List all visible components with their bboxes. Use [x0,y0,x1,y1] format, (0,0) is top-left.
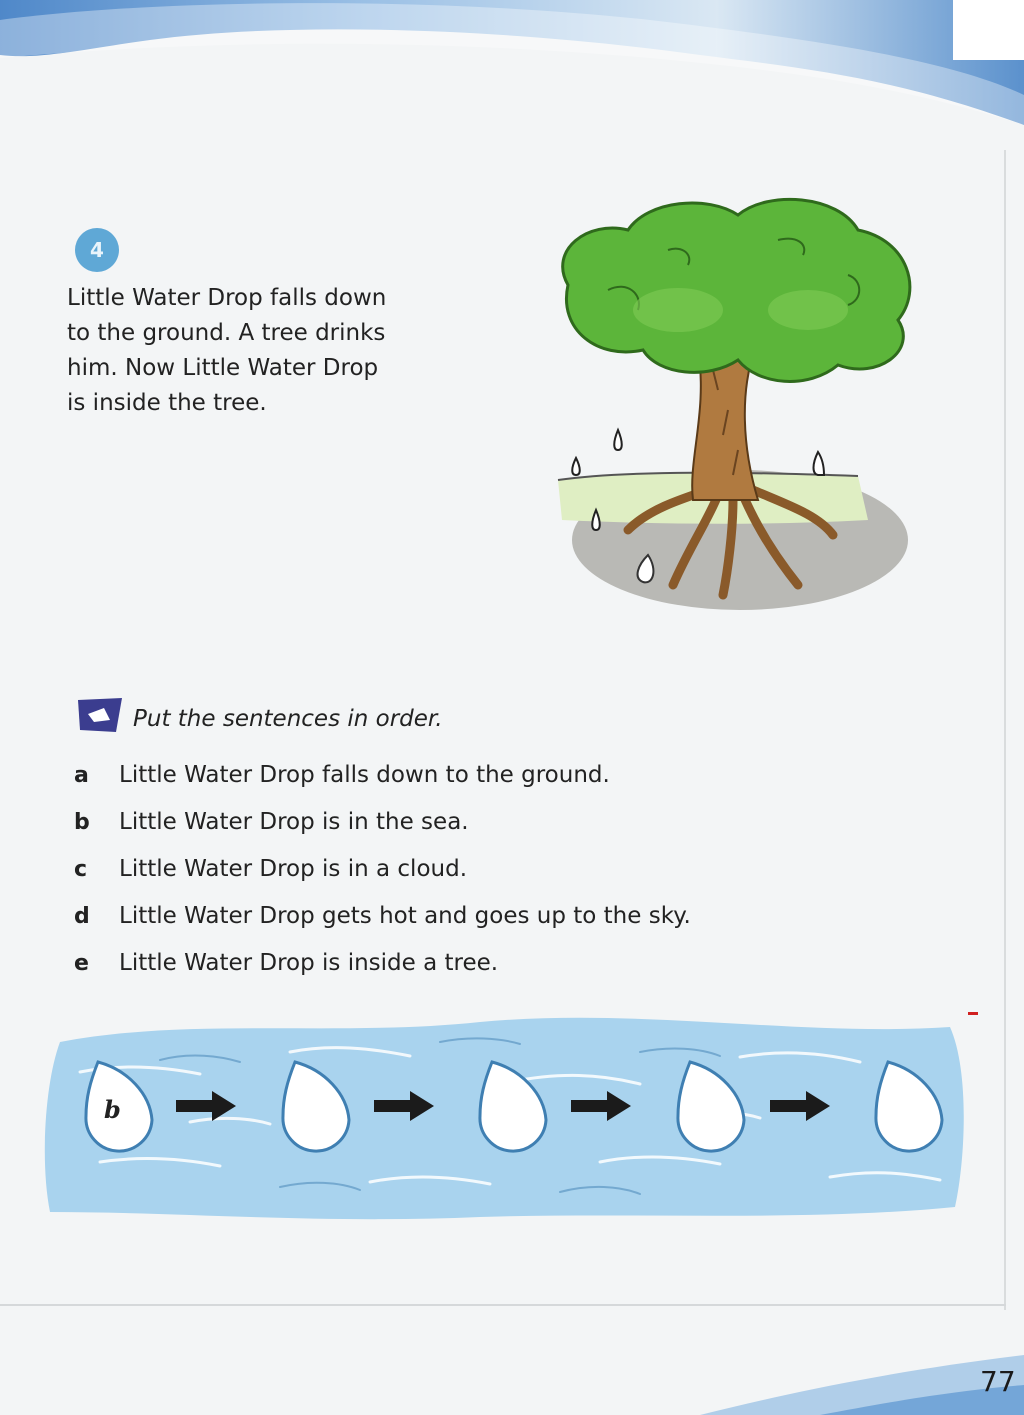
drop-slot[interactable] [874,1058,944,1154]
list-item [74,903,834,950]
story-line: is inside the tree. [67,390,267,416]
sentence-letter: c [74,857,88,882]
drop-answer: b [104,1095,121,1124]
drop-slot[interactable] [478,1058,548,1154]
arrow-right-icon [571,1091,631,1121]
story-line: him. Now Little Water Drop [67,355,379,381]
drop-slot[interactable] [281,1058,351,1154]
sentence-letter: d [74,904,90,929]
story-line: to the ground. A tree drinks [67,320,386,346]
story-number-badge: 4 [75,228,119,272]
sentence-letter: a [74,763,89,788]
story-text [67,281,467,421]
story-line: Little Water Drop falls down [67,285,387,311]
sentence-letter: e [74,951,89,976]
list-item [74,762,834,809]
bottom-wave-decoration [0,1300,1024,1415]
list-item [74,950,834,997]
arrow-right-icon [374,1091,434,1121]
drop-slot[interactable] [676,1058,746,1154]
sentence-text: Little Water Drop is in a cloud. [119,856,467,882]
tree-illustration [548,190,920,615]
sentence-list [74,762,834,997]
arrow-right-icon [176,1091,236,1121]
page-corner [953,0,1024,60]
exercise-instruction: Put the sentences in order. [133,706,443,732]
list-item [74,856,834,903]
write-task-icon [76,696,124,734]
sentence-text: Little Water Drop gets hot and goes up to the sky. [119,903,691,929]
page-edge [1004,150,1006,1310]
page-number: 77 [980,1365,1016,1398]
sentence-text: Little Water Drop is in the sea. [119,809,469,835]
sentence-text: Little Water Drop falls down to the ground. [119,762,610,788]
sentence-text: Little Water Drop is inside a tree. [119,950,499,976]
top-wave-decoration [0,0,1024,140]
arrow-right-icon [770,1091,830,1121]
sentence-letter: b [74,810,90,835]
list-item [74,809,834,856]
